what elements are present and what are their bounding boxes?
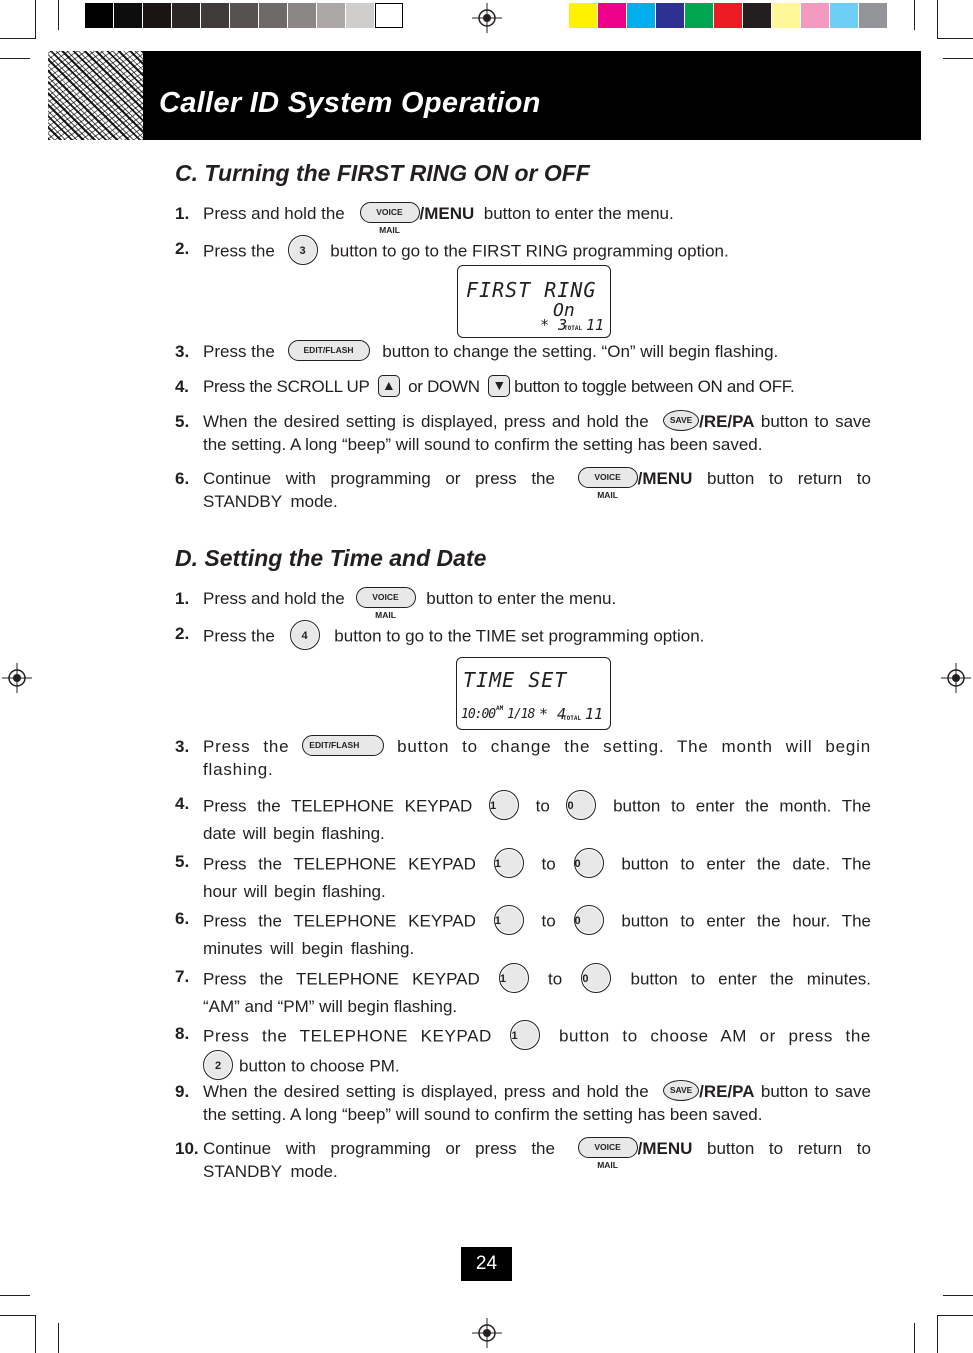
header-texture xyxy=(48,51,143,140)
save-key: SAVE xyxy=(663,410,699,431)
lcd-first-ring: FIRST RING On * 3 TOTAL 11 xyxy=(457,265,611,338)
page-title: Caller ID System Operation xyxy=(159,87,541,119)
key-1: 1 xyxy=(510,1020,540,1050)
registration-mark-bottom xyxy=(472,1318,502,1348)
key-0: 0 xyxy=(574,905,604,935)
voice-mail-key: VOICE MAIL xyxy=(356,587,416,608)
lcd-time-set: TIME SET 10:00 AM 1/18 * 4 TOTAL 11 xyxy=(456,657,611,730)
key-0: 0 xyxy=(581,963,611,993)
scroll-down-icon: ▼ xyxy=(488,375,510,397)
key-1: 1 xyxy=(489,790,519,820)
voice-mail-key: VOICE MAIL xyxy=(578,467,638,488)
voice-mail-key: VOICE MAIL xyxy=(578,1137,638,1158)
header-bar xyxy=(143,51,921,140)
key-1: 1 xyxy=(499,963,529,993)
voice-mail-key: VOICE MAIL xyxy=(360,202,420,223)
key-1: 1 xyxy=(494,905,524,935)
key-0: 0 xyxy=(566,790,596,820)
key-1: 1 xyxy=(494,848,524,878)
key-4: 4 xyxy=(290,620,320,650)
page-number: 24 xyxy=(461,1247,512,1281)
registration-mark-left xyxy=(2,663,32,693)
section-c-heading: C. Turning the FIRST RING ON or OFF xyxy=(175,160,590,186)
key-3: 3 xyxy=(288,235,318,265)
section-d-heading: D. Setting the Time and Date xyxy=(175,545,487,571)
edit-flash-key: EDIT/FLASH xyxy=(288,340,370,361)
registration-mark-right xyxy=(941,663,971,693)
scroll-up-icon: ▲ xyxy=(378,375,400,397)
key-0: 0 xyxy=(574,848,604,878)
key-2: 2 xyxy=(203,1050,233,1080)
save-key: SAVE xyxy=(663,1080,699,1101)
edit-flash-key: EDIT/FLASH xyxy=(302,735,384,756)
registration-mark-top xyxy=(472,3,502,33)
